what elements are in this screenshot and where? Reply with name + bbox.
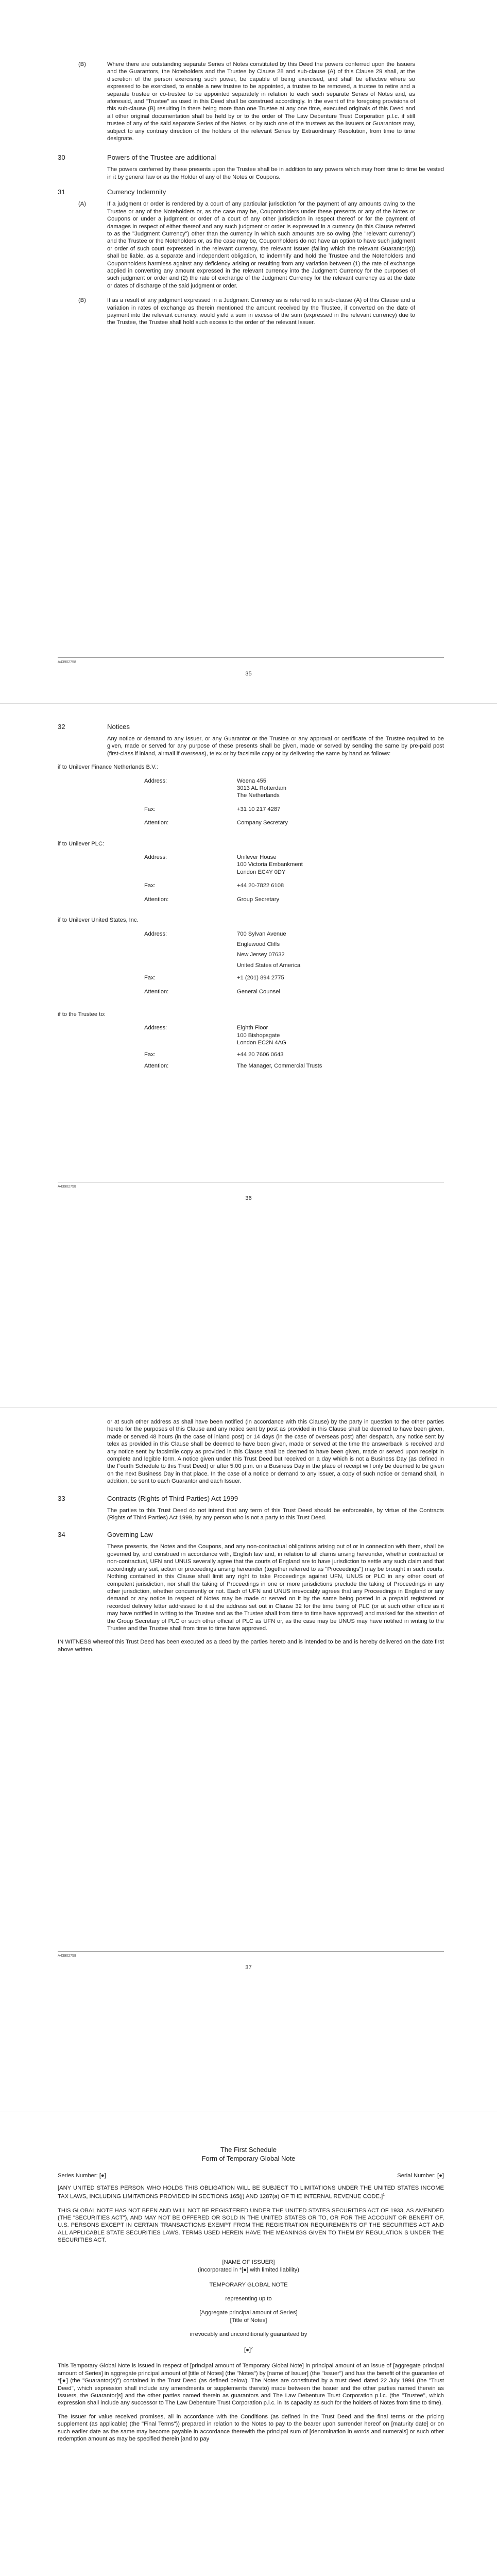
us-person-legend — [58, 2184, 444, 2201]
us-fax: +1 (201) 894 2775 — [237, 975, 284, 981]
clause-29-b — [0, 61, 497, 142]
us-address-line-1: 700 Sylvan Avenue — [237, 930, 286, 937]
page-number: 36 — [245, 1195, 252, 1201]
clause-30-number: 30 — [58, 154, 65, 162]
clause-29-b-label: (B) — [78, 61, 86, 67]
clause-29-b-text: Where there are outstanding separate Series of Notes constituted by this Deed the powers conferred upon the Issuers and the Guarantors, the Noteholders and the Trustee by Clause 28 and sub-clause (A) of this Clause 29 shall, at the discretion of the person exercising such power, be capable of being exercised, and shall be effective where so expressed to be exercised, to enable a new trustee to be appointed, a trustee to be removed, a trustee to retire and a separate trustee or co-trustee to be appointed separately in relation to each such separate Series of Notes and, as aforesaid, and "Trustee" as used in this Deed shall be construed accordingly. In the event of the foregoing provisions of this sub-clause (B) resulting in there being more than one Trustee at any one time, executed originals of this Deed and all other original documentation shall be held by or to the order of The Law Debenture Trust Corporation p.l.c. if still trustee of any of the said separate Series of the Notes, or by such one of the trustees as the Issuers or Guarantors may, subject to any contrary direction of the holders of the relevant Series by Extraordinary Resolution, from time to time designate. — [107, 61, 415, 142]
us-address-label: Address: — [144, 930, 167, 937]
series-serial-row — [58, 2172, 444, 2179]
clause-30-text: The powers conferred by these presents upon the Trustee shall be in addition to any powers which may from time to time be vested in it by general law or as the Holder of any of the Notes or Coupons. — [107, 166, 444, 180]
notices-continuation: or at such other address as shall have been notified (in accordance with this Clause) by the party in question to the other parties hereto for the purposes of this Clause and any notice sent by post as provided in this Clause shall be deemed to have been given, made or served 48 hours (in the case of inland post) or 14 days (in the case of overseas post) after despatch, any notice sent by telex as provided in this Clause shall be deemed to have been given, made or served at the time the answerback is received and any notice sent by facsimile copy as provided in this Clause shall be deemed to have been given, made or served upon receipt in complete and legible form. A notice given under this Trust Deed but received on a day which is not a Business Day (as defined in the Fourth Schedule to this Trust Deed) or after 5.00 p.m. on a Business Day in the place of receipt will only be deemed to be given on the next Business Day in that place. In the case of a notice or demand to any Issuer, a copy of such notice or demand shall, in addition, be sent to each Guarantor and each Issuer. — [107, 1419, 444, 1485]
clause-31-b — [0, 297, 497, 327]
clause-31-title: Currency Indemnity — [107, 188, 166, 196]
plc-attention: Group Secretary — [237, 896, 280, 903]
footer-rule — [58, 657, 444, 658]
guarantor-placeholder-text: [●] — [244, 2347, 251, 2353]
us-address-line-3: New Jersey 07632 — [237, 952, 285, 958]
trustee-attention-label: Attention: — [144, 1062, 169, 1069]
representing-line: representing up to — [225, 2295, 272, 2302]
unf-attention-label: Attention: — [144, 820, 169, 826]
unf-address-label: Address: — [144, 777, 167, 784]
footnote-ref-1: 1 — [383, 2193, 385, 2197]
clause-32-text: Any notice or demand to any Issuer, or any Guarantor or the Trustee or any approval or certificate of the Trustee required to be given, made or served for any purpose of these presents shall be given, made or served by sending the same by pre-paid post (first-class if inland, airmail if overseas), telex or by facsimile copy or by delivering the same by hand as follows: — [107, 736, 444, 757]
temporary-global-note-title: TEMPORARY GLOBAL NOTE — [209, 2281, 288, 2288]
unf-address-line-1: Weena 455 — [237, 777, 267, 784]
clause-32-heading — [0, 723, 497, 731]
recipient-plc: if to Unilever PLC: — [58, 840, 105, 847]
trustee-address-label: Address: — [144, 1025, 167, 1031]
plc-fax: +44 20-7822 6108 — [237, 883, 284, 889]
unf-fax-label: Fax: — [144, 806, 156, 812]
us-address-line-2: Englewood Cliffs — [237, 941, 280, 947]
plc-address-line-1: Unilever House — [237, 854, 277, 861]
us-address-line-4: United States of America — [237, 962, 301, 969]
clause-31-a-text: If a judgment or order is rendered by a court of any particular jurisdiction for the payment of any amounts owing to the Trustee or any of the Noteholders or, as the case may be, Couponholders under these presents or any of the Notes or Coupons or under a judgment or order of a court of any other jurisdiction in respect thereof or for the payment of damages in respect of either thereof and any such judgment or order is expressed in a currency (in this Clause referred to as the "Judgment Currency") other than the currency in which such amounts are so owing (the "relevant currency") and the Trustee or the Noteholders or, as the case may be, Couponholders do not have an option to have such judgment or order of such court expressed in the relevant currency, the relevant Issuer (failing which the relevant Guarantor(s)) shall be liable, as a separate and independent obligation, to indemnify and hold the Trustee and the Noteholders and Couponholders harmless against any deficiency arising or resulting from any variation between (1) the rate of exchange applied in converting any amount expressed in the relevant currency into the Judgment Currency for the purposes of such judgment or order and (2) the rate of exchange of the Judgment Currency for the relevant currency as at the date or dates of discharge of the said judgment or order. — [107, 201, 415, 289]
unf-fax: +31 10 217 4287 — [237, 806, 281, 812]
page-number: 35 — [245, 671, 252, 677]
note-title-block — [0, 2259, 497, 2354]
incorporation-line: (incorporated in *[●] with limited liability) — [197, 2266, 300, 2273]
clause-30-heading — [0, 154, 497, 162]
document-reference: A43902758 — [58, 1954, 76, 1958]
page-35-content — [0, 61, 497, 327]
series-number: Series Number: [●] — [58, 2173, 106, 2179]
us-attention: General Counsel — [237, 988, 280, 995]
clause-33-title: Contracts (Rights of Third Parties) Act 1999 — [107, 1494, 238, 1502]
trustee-fax: +44 20 7606 0643 — [237, 1051, 284, 1058]
trustee-address-line-3: London EC2N 4AG — [237, 1040, 286, 1046]
footnote-ref-2: 2 — [251, 2346, 253, 2350]
us-attention-label: Attention: — [144, 988, 169, 995]
schedule-title: The First Schedule — [220, 2146, 277, 2154]
page-37-content — [0, 1418, 497, 1653]
us-person-legend-text: [ANY UNITED STATES PERSON WHO HOLDS THIS OBLIGATION WILL BE SUBJECT TO LIMITATIONS UNDER THE UNITED STATES INCOME TAX LAWS, INCLUDING LIMITATIONS PROVIDED IN SECTIONS 165(j) AND 1287(a) OF THE INTERNAL REVENUE CODE.] — [58, 2185, 444, 2200]
recipient-trustee: if to the Trustee to: — [58, 1011, 106, 1018]
plc-address-line-3: London EC4Y 0DY — [237, 869, 286, 875]
clause-31-b-label: (B) — [78, 297, 86, 304]
clause-30-title: Powers of the Trustee are additional — [107, 154, 216, 162]
issuer-name: [NAME OF ISSUER] — [222, 2259, 275, 2265]
clause-32-title: Notices — [107, 723, 130, 731]
clause-31-heading — [0, 188, 497, 196]
clause-34-number: 34 — [58, 1531, 65, 1539]
temporary-global-note-paragraph-2: The Issuer for value received promises, all in accordance with the Conditions (as defined in the Trust Deed and the final terms or the pricing supplement (as applicable) (the "Final Terms")) prepared in relation to the Notes to pay to the bearer upon surrender hereof on [maturity date] or on such earlier date as the same may become payable in accordance therewith the principal sum of [denomination in words and numerals] or such other redemption amount as may be specified therein [and to pay — [58, 2413, 444, 2442]
page-35 — [0, 0, 497, 703]
trustee-address-line-1: Eighth Floor — [237, 1025, 268, 1031]
temporary-global-note-paragraph-1: This Temporary Global Note is issued in respect of [principal amount of Temporary Global Note] in principal amount of an issue of [aggregate principal amount of Series] in aggregate principal amount of [title of Notes] (the "Notes") by [name of Issuer] (the "Issuer") and has the benefit of the guarantee of *[●] (the "Guarantor(s)") contained in the Trust Deed (as defined below). The Notes are constituted by a trust deed dated 22 July 1994 (the "Trust Deed", which expression shall include any amendments or supplements thereto) made between the Issuer and the other parties named therein as Issuers, the Guarantor[s] and the other parties named therein as guarantors and The Law Debenture Trust Corporation p.l.c. (the "Trustee", which expression shall include any successor to The Law Debenture Trust Corporation p.l.c. in its capacity as such for the holders of Notes from time to time). — [58, 2363, 444, 2406]
trustee-attention: The Manager, Commercial Trusts — [237, 1062, 322, 1069]
schedule-subtitle: Form of Temporary Global Note — [201, 2155, 296, 2162]
trustee-fax-label: Fax: — [144, 1051, 156, 1058]
clause-34-heading — [0, 1531, 497, 1539]
page-38-content — [0, 2145, 497, 2443]
page-number: 37 — [245, 1964, 252, 1971]
document-reference: A43902758 — [58, 1185, 76, 1189]
recipient-unf: if to Unilever Finance Netherlands B.V.: — [58, 764, 158, 771]
unf-address-line-2: 3013 AL Rotterdam — [237, 785, 286, 792]
us-fax-label: Fax: — [144, 975, 156, 981]
aggregate-principal-amount: [Aggregate principal amount of Series] — [199, 2309, 298, 2316]
plc-attention-label: Attention: — [144, 896, 169, 903]
document-reference: A43902758 — [58, 660, 76, 664]
plc-address-block — [0, 854, 497, 903]
clause-31-b-text: If as a result of any judgment expressed in a Judgment Currency as is referred to in sub-clause (A) of this Clause and a variation in rates of exchange as therein mentioned the amount received by the Trustee, if converted on the date of payment into the relevant currency, would yield a sum in excess of the sum (expressed in the relevant currency) due to the Trustee, the Trustee shall hold such excess to the order of the relevant Issuer. — [107, 297, 415, 326]
plc-fax-label: Fax: — [144, 883, 156, 889]
trustee-address-line-2: 100 Bishopsgate — [237, 1032, 280, 1039]
clause-33-heading — [0, 1495, 497, 1503]
serial-number: Serial Number: [●] — [397, 2173, 444, 2179]
guarantor-placeholder — [0, 2345, 497, 2354]
in-witness-clause: IN WITNESS whereof this Trust Deed has been executed as a deed by the parties hereto and is intended to be and is hereby delivered on the date first above written. — [58, 1639, 444, 1653]
securities-act-legend: THIS GLOBAL NOTE HAS NOT BEEN AND WILL NOT BE REGISTERED UNDER THE UNITED STATES SECURITIES ACT OF 1933, AS AMENDED (THE "SECURITIES ACT"), AND MAY NOT BE OFFERED OR SOLD IN THE UNITED STATES OR TO, OR FOR THE ACCOUNT OR BENEFIT OF, U.S. PERSONS EXCEPT IN CERTAIN TRANSACTIONS EXEMPT FROM THE REGISTRATION REQUIREMENTS OF THE SECURITIES ACT AND ALL APPLICABLE STATE SECURITIES LAWS. TERMS USED HEREIN HAVE THE MEANINGS GIVEN TO THEM BY REGULATION S UNDER THE SECURITIES ACT. — [58, 2207, 444, 2244]
unf-attention: Company Secretary — [237, 820, 288, 826]
page-36 — [0, 703, 497, 1407]
clause-31-a-label: (A) — [78, 201, 86, 208]
guarantee-line: irrevocably and unconditionally guaranteed by — [190, 2331, 307, 2337]
clause-33-number: 33 — [58, 1494, 65, 1502]
clause-34-title: Governing Law — [107, 1531, 153, 1539]
clause-31-number: 31 — [58, 188, 65, 196]
recipient-us: if to Unilever United States, Inc. — [58, 917, 139, 924]
unf-address-line-3: The Netherlands — [237, 792, 280, 799]
page-38 — [0, 2111, 497, 2576]
trustee-address-block — [0, 1024, 497, 1070]
clause-31-a — [0, 200, 497, 290]
clause-32-number: 32 — [58, 723, 65, 731]
footer-rule — [58, 1951, 444, 1952]
unf-address-block — [0, 777, 497, 827]
clause-33-text: The parties to this Trust Deed do not intend that any term of this Trust Deed should be enforceable, by virtue of the Contracts (Rights of Third Parties) Act 1999, by any person who is not a party to this Trust Deed. — [107, 1507, 444, 1521]
page-37 — [0, 1407, 497, 2111]
title-of-notes: [Title of Notes] — [230, 2317, 267, 2324]
us-address-block — [0, 930, 497, 995]
plc-address-line-2: 100 Victoria Embankment — [237, 861, 303, 868]
page-36-content — [0, 723, 497, 1070]
clause-34-text: These presents, the Notes and the Coupons, and any non-contractual obligations arising out of or in connection with them, shall be governed by, and construed in accordance with, English law and, in relation to all claims arising hereunder, whether contractual or non-contractual, UFN and UNUS severally agree that the courts of England are to have jurisdiction to settle any such claim and that accordingly any suit, action or proceedings arising hereunder (together referred to as "Proceedings") may be brought in such courts. Nothing contained in this Clause shall limit any right to take Proceedings against UFN, UNUS or PLC in any other court of competent jurisdiction, nor shall the taking of Proceedings in one or more jurisdictions preclude the taking of Proceedings in any other jurisdiction, whether concurrently or not. Each of UFN and UNUS irrevocably agrees that any Proceedings in England or any demand or any notice in respect of Notes may be made or served on it by the same being posted in a prepaid registered or recorded delivery letter addressed to it at the address set out in Clause 32 for the time being of PLC (or at such other office as it may have notified in writing to the Trustee and as the Trustee shall from time to time have approved) and marked for the attention of the Group Secretary of PLC or such other official of PLC as UFN or, as the case may be UNUS may have notified in writing to the Trustee and the Trustee shall from time to time have approved. — [107, 1544, 444, 1632]
plc-address-label: Address: — [144, 854, 167, 861]
